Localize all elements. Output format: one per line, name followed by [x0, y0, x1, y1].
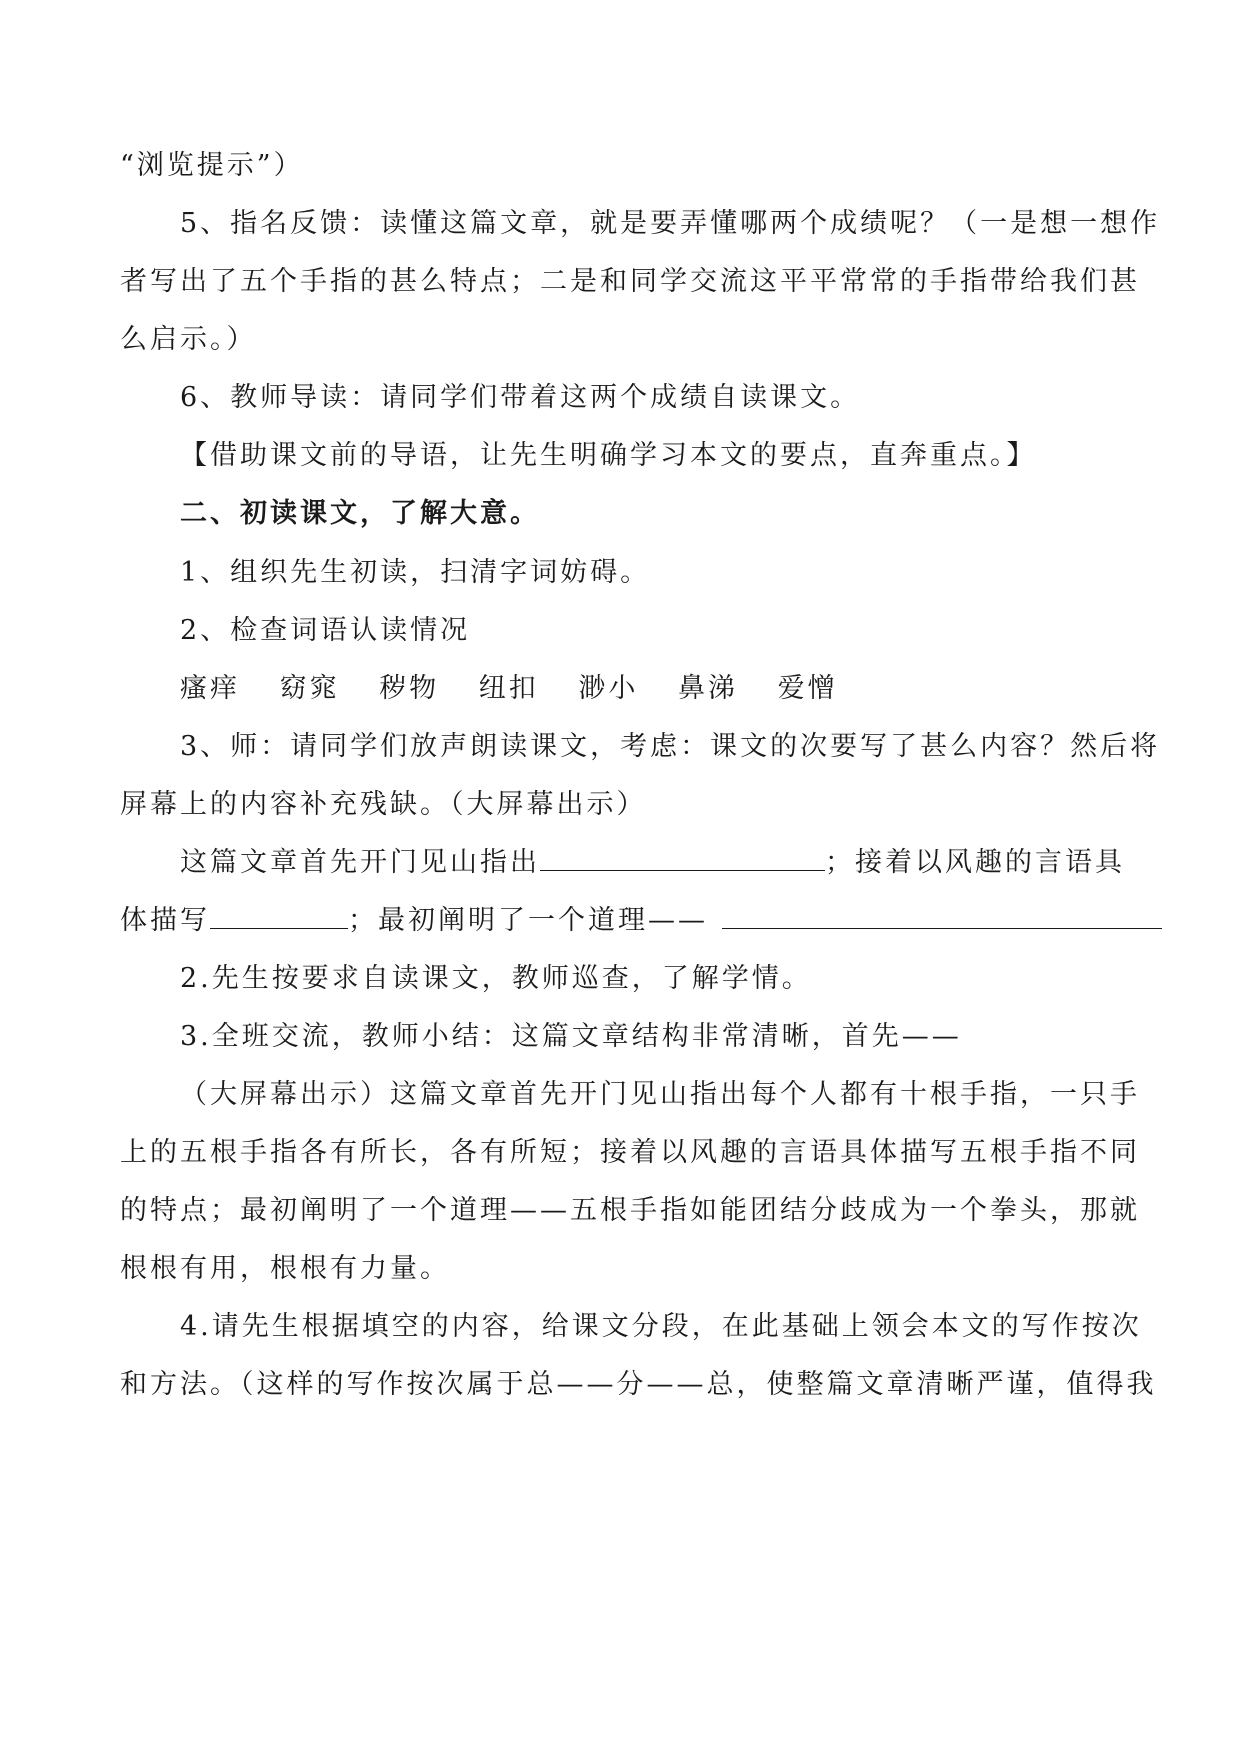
text-line: 2、检查词语认读情况	[180, 615, 471, 646]
vocab-word: 渺小	[578, 673, 639, 704]
text-line: 根根有用，根根有力量。	[120, 1253, 450, 1284]
text-line: 5、指名反馈：读懂这篇文章，就是要弄懂哪两个成绩呢？（一是想一想作	[180, 208, 1161, 239]
text-line: 4.请先生根据填空的内容，给课文分段，在此基础上领会本文的写作按次	[180, 1311, 1142, 1342]
fill-in-line	[180, 845, 1160, 881]
text-line: 的特点；最初阐明了一个道理——五根手指如能团结分歧成为一个拳头，那就	[120, 1195, 1140, 1226]
text-line: 上的五根手指各有所长，各有所短；接着以风趣的言语具体描写五根手指不同	[120, 1137, 1140, 1168]
answer-blank	[722, 904, 1162, 929]
answer-blank	[210, 904, 348, 929]
answer-blank	[540, 846, 825, 871]
section-heading: 二、初读课文，了解大意。	[180, 498, 540, 529]
vocab-word: 鼻涕	[677, 673, 738, 704]
text-line: 3.全班交流，教师小结：这篇文章结构非常清晰，首先——	[180, 1021, 962, 1052]
vocab-word: 秽物	[379, 673, 440, 704]
fill-in-text: 这篇文章首先开门见山指出	[180, 847, 540, 878]
vocab-word: 瘙痒	[180, 673, 240, 704]
vocab-word: 爱憎	[777, 673, 838, 704]
text-line: 1、组织先生初读，扫清字词妨碍。	[180, 557, 651, 588]
vocab-word: 窈窕	[279, 673, 340, 704]
fill-in-text: ；最初阐明了一个道理——	[348, 905, 708, 936]
text-line: 屏幕上的内容补充残缺。（大屏幕出示）	[120, 789, 647, 820]
fill-in-text: ；接着以风趣的言语具	[825, 847, 1125, 878]
text-line: 么启示。）	[120, 324, 257, 355]
text-line: 者写出了五个手指的甚么特点；二是和同学交流这平平常常的手指带给我们甚	[120, 266, 1140, 297]
fill-in-line	[120, 903, 1241, 939]
text-line: “浏览提示”）	[120, 150, 304, 181]
fill-in-text: 体描写	[120, 905, 210, 936]
text-line: 2.先生按要求自读课文，教师巡查，了解学情。	[180, 963, 812, 994]
vocabulary-list	[180, 671, 1160, 707]
vocab-word: 纽扣	[478, 673, 539, 704]
note-line: 【借助课文前的导语，让先生明确学习本文的要点，直奔重点。】	[180, 440, 1037, 471]
text-line: （大屏幕出示）这篇文章首先开门见山指出每个人都有十根手指，一只手	[180, 1079, 1140, 1110]
text-line: 6、教师导读：请同学们带着这两个成绩自读课文。	[180, 382, 861, 413]
text-line: 和方法。（这样的写作按次属于总——分——总，使整篇文章清晰严谨，值得我	[120, 1369, 1157, 1400]
text-line: 3、师：请同学们放声朗读课文，考虑：课文的次要写了甚么内容？然后将	[180, 731, 1161, 762]
